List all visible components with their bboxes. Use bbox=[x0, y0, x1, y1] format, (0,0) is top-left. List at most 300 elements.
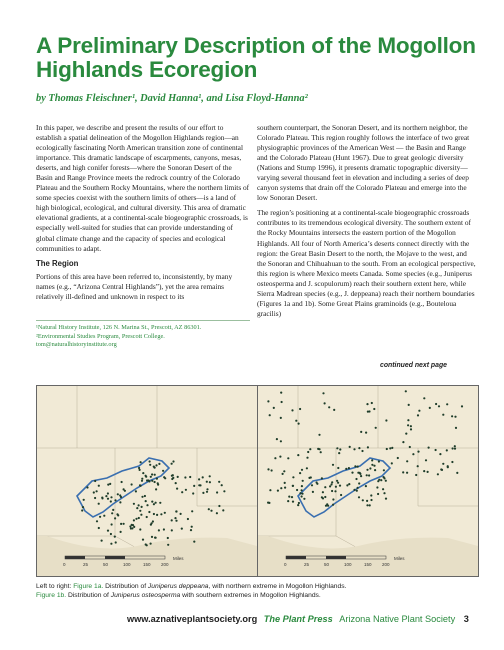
occurrence-point bbox=[418, 410, 420, 412]
occurrence-point bbox=[423, 397, 425, 399]
left-column bbox=[36, 123, 250, 307]
occurrence-point bbox=[339, 448, 341, 450]
occurrence-point bbox=[287, 500, 289, 502]
occurrence-point bbox=[306, 467, 308, 469]
occurrence-point bbox=[273, 407, 275, 409]
occurrence-point bbox=[218, 505, 220, 507]
occurrence-point bbox=[114, 499, 116, 501]
occurrence-point bbox=[301, 485, 303, 487]
occurrence-point bbox=[138, 504, 140, 506]
continued-note: continued next page bbox=[380, 362, 447, 369]
occurrence-point bbox=[206, 488, 208, 490]
occurrence-point bbox=[446, 403, 448, 405]
occurrence-point bbox=[149, 460, 151, 462]
occurrence-point bbox=[277, 490, 279, 492]
species-name: Juniperus deppeana bbox=[147, 583, 209, 590]
occurrence-point bbox=[172, 474, 174, 476]
occurrence-point bbox=[208, 508, 210, 510]
occurrence-point bbox=[142, 539, 144, 541]
footnote: ¹Natural History Institute, 126 N. Marina St., Prescott, AZ 86301. bbox=[36, 324, 202, 331]
occurrence-point bbox=[353, 448, 355, 450]
occurrence-point bbox=[383, 469, 385, 471]
occurrence-point bbox=[371, 459, 373, 461]
page-number: 3 bbox=[463, 614, 469, 624]
occurrence-point bbox=[366, 500, 368, 502]
occurrence-point bbox=[167, 544, 169, 546]
occurrence-point bbox=[159, 502, 161, 504]
occurrence-point bbox=[358, 447, 360, 449]
occurrence-point bbox=[337, 482, 339, 484]
occurrence-point bbox=[164, 477, 166, 479]
region-paragraph: Portions of this area have been referred to, inconsistently, by many names (e.g., “Arizona Central Highlands”), yet the area remains relatively ill-defined and unknown in respect to its bbox=[36, 271, 233, 301]
footer-society-name: Arizona Native Plant Society bbox=[339, 614, 456, 624]
occurrence-point bbox=[366, 403, 368, 405]
occurrence-point bbox=[283, 470, 285, 472]
occurrence-point bbox=[301, 489, 303, 491]
occurrence-point bbox=[371, 402, 373, 404]
occurrence-point bbox=[110, 496, 112, 498]
occurrence-point bbox=[437, 473, 439, 475]
occurrence-point bbox=[301, 469, 303, 471]
occurrence-point bbox=[98, 527, 100, 529]
occurrence-point bbox=[454, 448, 456, 450]
occurrence-point bbox=[282, 473, 284, 475]
occurrence-point bbox=[320, 451, 322, 453]
occurrence-point bbox=[138, 517, 140, 519]
occurrence-point bbox=[428, 447, 430, 449]
occurrence-point bbox=[139, 510, 141, 512]
occurrence-point bbox=[103, 515, 105, 517]
occurrence-point bbox=[141, 506, 143, 508]
occurrence-point bbox=[135, 490, 137, 492]
occurrence-point bbox=[107, 492, 109, 494]
occurrence-point bbox=[365, 485, 367, 487]
occurrence-point bbox=[101, 540, 103, 542]
caption-text: , with northern extreme in Mogollon Highlands. bbox=[208, 583, 347, 590]
occurrence-point bbox=[98, 485, 100, 487]
occurrence-point bbox=[199, 484, 201, 486]
occurrence-point bbox=[114, 517, 116, 519]
occurrence-point bbox=[123, 523, 125, 525]
occurrence-point bbox=[223, 490, 225, 492]
occurrence-point bbox=[442, 463, 444, 465]
occurrence-point bbox=[373, 465, 375, 467]
occurrence-point bbox=[378, 460, 380, 462]
occurrence-point bbox=[407, 419, 409, 421]
occurrence-point bbox=[144, 495, 146, 497]
occurrence-point bbox=[148, 511, 150, 513]
occurrence-point bbox=[296, 489, 298, 491]
scale-tick: 50 bbox=[103, 562, 109, 567]
occurrence-point bbox=[332, 498, 334, 500]
juniperus-osteosperma-points bbox=[267, 390, 463, 507]
occurrence-point bbox=[133, 503, 135, 505]
occurrence-point bbox=[110, 533, 112, 535]
occurrence-point bbox=[153, 466, 155, 468]
occurrence-point bbox=[452, 447, 454, 449]
occurrence-point bbox=[369, 504, 371, 506]
occurrence-point bbox=[298, 423, 300, 425]
occurrence-point bbox=[267, 468, 269, 470]
occurrence-point bbox=[193, 541, 195, 543]
mogollon-highlands-outline bbox=[298, 458, 390, 517]
occurrence-point bbox=[356, 490, 358, 492]
occurrence-point bbox=[107, 498, 109, 500]
occurrence-point bbox=[310, 476, 312, 478]
occurrence-point bbox=[455, 427, 457, 429]
occurrence-point bbox=[324, 486, 326, 488]
occurrence-point bbox=[360, 431, 362, 433]
occurrence-point bbox=[123, 488, 125, 490]
occurrence-point bbox=[402, 471, 404, 473]
caption-text: Distribution of bbox=[67, 592, 109, 599]
occurrence-point bbox=[131, 524, 133, 526]
occurrence-point bbox=[180, 513, 182, 515]
occurrence-point bbox=[167, 537, 169, 539]
occurrence-point bbox=[115, 541, 117, 543]
footer-url-link[interactable]: www.aznativeplantsociety.org bbox=[127, 614, 258, 624]
occurrence-point bbox=[427, 471, 429, 473]
occurrence-point bbox=[441, 469, 443, 471]
footnote-email[interactable]: tom@naturalhistoryinstitute.org bbox=[36, 341, 117, 349]
occurrence-point bbox=[423, 470, 425, 472]
occurrence-point bbox=[333, 409, 335, 411]
occurrence-point bbox=[321, 477, 323, 479]
occurrence-point bbox=[385, 498, 387, 500]
occurrence-point bbox=[429, 407, 431, 409]
occurrence-point bbox=[337, 467, 339, 469]
occurrence-point bbox=[193, 485, 195, 487]
footnote: ²Environmental Studies Program, Prescott College. bbox=[36, 332, 165, 340]
occurrence-point bbox=[451, 415, 453, 417]
figure-1a-label: Figure 1a. bbox=[73, 583, 104, 590]
occurrence-point bbox=[209, 475, 211, 477]
occurrence-point bbox=[332, 504, 334, 506]
occurrence-point bbox=[139, 484, 141, 486]
occurrence-point bbox=[145, 500, 147, 502]
occurrence-point bbox=[407, 424, 409, 426]
scale-tick: 25 bbox=[83, 562, 89, 567]
occurrence-point bbox=[456, 472, 458, 474]
occurrence-point bbox=[454, 445, 456, 447]
scale-tick: 200 bbox=[161, 562, 169, 567]
occurrence-point bbox=[367, 411, 369, 413]
occurrence-point bbox=[417, 414, 419, 416]
occurrence-point bbox=[184, 476, 186, 478]
caption-text: Distribution of bbox=[105, 583, 147, 590]
occurrence-point bbox=[292, 501, 294, 503]
occurrence-point bbox=[408, 404, 410, 406]
occurrence-point bbox=[175, 482, 177, 484]
occurrence-point bbox=[374, 469, 376, 471]
occurrence-point bbox=[334, 490, 336, 492]
occurrence-point bbox=[389, 447, 391, 449]
occurrence-point bbox=[269, 414, 271, 416]
caption-lead: Left to right: bbox=[36, 583, 72, 590]
occurrence-point bbox=[221, 484, 223, 486]
scale-tick: 200 bbox=[382, 562, 390, 567]
occurrence-point bbox=[301, 495, 303, 497]
occurrence-point bbox=[155, 502, 157, 504]
occurrence-point bbox=[191, 510, 193, 512]
occurrence-point bbox=[202, 492, 204, 494]
occurrence-point bbox=[117, 493, 119, 495]
occurrence-point bbox=[298, 502, 300, 504]
occurrence-point bbox=[291, 409, 293, 411]
occurrence-point bbox=[405, 390, 407, 392]
occurrence-point bbox=[336, 447, 338, 449]
occurrence-point bbox=[351, 472, 353, 474]
occurrence-point bbox=[177, 476, 179, 478]
occurrence-point bbox=[110, 543, 112, 545]
occurrence-point bbox=[198, 478, 200, 480]
occurrence-point bbox=[287, 457, 289, 459]
occurrence-point bbox=[280, 487, 282, 489]
occurrence-point bbox=[335, 486, 337, 488]
occurrence-point bbox=[120, 523, 122, 525]
occurrence-point bbox=[355, 478, 357, 480]
figure-1b-label: Figure 1b. bbox=[36, 592, 67, 599]
occurrence-point bbox=[425, 459, 427, 461]
occurrence-point bbox=[295, 420, 297, 422]
occurrence-point bbox=[366, 504, 368, 506]
occurrence-point bbox=[172, 460, 174, 462]
occurrence-point bbox=[117, 514, 119, 516]
occurrence-point bbox=[99, 516, 101, 518]
occurrence-point bbox=[279, 456, 281, 458]
occurrence-point bbox=[141, 478, 143, 480]
occurrence-point bbox=[171, 463, 173, 465]
occurrence-point bbox=[292, 476, 294, 478]
occurrence-point bbox=[324, 496, 326, 498]
occurrence-point bbox=[339, 485, 341, 487]
occurrence-point bbox=[111, 512, 113, 514]
occurrence-point bbox=[192, 492, 194, 494]
occurrence-point bbox=[190, 529, 192, 531]
occurrence-point bbox=[406, 472, 408, 474]
occurrence-point bbox=[191, 526, 193, 528]
occurrence-point bbox=[101, 497, 103, 499]
occurrence-point bbox=[158, 529, 160, 531]
occurrence-point bbox=[299, 472, 301, 474]
occurrence-point bbox=[358, 496, 360, 498]
map-1a-svg bbox=[37, 386, 257, 576]
occurrence-point bbox=[171, 519, 173, 521]
occurrence-point bbox=[309, 448, 311, 450]
occurrence-point bbox=[138, 467, 140, 469]
occurrence-point bbox=[368, 474, 370, 476]
occurrence-point bbox=[109, 483, 111, 485]
occurrence-point bbox=[110, 500, 112, 502]
occurrence-point bbox=[111, 523, 113, 525]
occurrence-point bbox=[382, 488, 384, 490]
occurrence-point bbox=[322, 392, 324, 394]
occurrence-point bbox=[391, 447, 393, 449]
occurrence-point bbox=[156, 514, 158, 516]
occurrence-point bbox=[376, 486, 378, 488]
occurrence-point bbox=[157, 482, 159, 484]
occurrence-point bbox=[93, 491, 95, 493]
occurrence-point bbox=[153, 513, 155, 515]
occurrence-point bbox=[151, 480, 153, 482]
occurrence-point bbox=[324, 402, 326, 404]
occurrence-point bbox=[276, 438, 278, 440]
occurrence-point bbox=[175, 520, 177, 522]
occurrence-point bbox=[371, 464, 373, 466]
occurrence-point bbox=[114, 536, 116, 538]
occurrence-point bbox=[366, 469, 368, 471]
occurrence-point bbox=[269, 489, 271, 491]
occurrence-point bbox=[96, 490, 98, 492]
occurrence-point bbox=[366, 474, 368, 476]
occurrence-point bbox=[154, 474, 156, 476]
occurrence-point bbox=[338, 452, 340, 454]
occurrence-point bbox=[303, 498, 305, 500]
occurrence-point bbox=[82, 506, 84, 508]
occurrence-point bbox=[142, 472, 144, 474]
occurrence-point bbox=[340, 494, 342, 496]
occurrence-point bbox=[121, 481, 123, 483]
occurrence-point bbox=[130, 527, 132, 529]
occurrence-point bbox=[162, 470, 164, 472]
occurrence-point bbox=[81, 509, 83, 511]
species-name: Juniperus osteosperma bbox=[110, 592, 181, 599]
occurrence-point bbox=[98, 503, 100, 505]
occurrence-point bbox=[299, 408, 301, 410]
occurrence-point bbox=[330, 483, 332, 485]
occurrence-point bbox=[156, 478, 158, 480]
caption-text: with southern extremes in Mogollon Highlands. bbox=[182, 592, 321, 599]
occurrence-point bbox=[412, 453, 414, 455]
occurrence-point bbox=[131, 483, 133, 485]
occurrence-point bbox=[150, 543, 152, 545]
occurrence-point bbox=[145, 475, 147, 477]
scale-tick: 150 bbox=[364, 562, 372, 567]
occurrence-point bbox=[370, 494, 372, 496]
map-figure-1b bbox=[257, 385, 479, 577]
occurrence-point bbox=[176, 488, 178, 490]
occurrence-point bbox=[435, 449, 437, 451]
occurrence-point bbox=[151, 536, 153, 538]
occurrence-point bbox=[189, 476, 191, 478]
occurrence-point bbox=[410, 425, 412, 427]
occurrence-point bbox=[148, 480, 150, 482]
occurrence-point bbox=[216, 491, 218, 493]
occurrence-point bbox=[280, 392, 282, 394]
occurrence-point bbox=[153, 503, 155, 505]
occurrence-point bbox=[267, 400, 269, 402]
right-column bbox=[257, 123, 477, 324]
occurrence-point bbox=[365, 432, 367, 434]
occurrence-point bbox=[152, 520, 154, 522]
occurrence-point bbox=[209, 481, 211, 483]
occurrence-point bbox=[346, 484, 348, 486]
occurrence-point bbox=[141, 480, 143, 482]
occurrence-point bbox=[119, 501, 121, 503]
occurrence-point bbox=[150, 476, 152, 478]
scale-unit: Miles bbox=[394, 556, 405, 561]
scale-tick: 150 bbox=[143, 562, 151, 567]
occurrence-point bbox=[139, 528, 141, 530]
occurrence-point bbox=[154, 481, 156, 483]
occurrence-point bbox=[218, 481, 220, 483]
occurrence-point bbox=[171, 529, 173, 531]
occurrence-point bbox=[151, 501, 153, 503]
occurrence-point bbox=[409, 446, 411, 448]
occurrence-point bbox=[332, 464, 334, 466]
scale-tick: 0 bbox=[284, 562, 287, 567]
occurrence-point bbox=[370, 499, 372, 501]
occurrence-point bbox=[377, 493, 379, 495]
occurrence-point bbox=[321, 496, 323, 498]
author-footnotes bbox=[36, 320, 250, 350]
occurrence-point bbox=[150, 524, 152, 526]
scale-tick: 50 bbox=[324, 562, 330, 567]
scale-tick: 25 bbox=[304, 562, 310, 567]
occurrence-point bbox=[446, 449, 448, 451]
occurrence-point bbox=[328, 406, 330, 408]
occurrence-point bbox=[96, 520, 98, 522]
occurrence-point bbox=[185, 489, 187, 491]
footer-magazine-name: The Plant Press bbox=[263, 614, 333, 624]
occurrence-point bbox=[357, 487, 359, 489]
occurrence-point bbox=[331, 490, 333, 492]
occurrence-point bbox=[362, 499, 364, 501]
figure-caption bbox=[36, 582, 476, 600]
occurrence-point bbox=[318, 434, 320, 436]
occurrence-point bbox=[406, 460, 408, 462]
occurrence-point bbox=[349, 446, 351, 448]
occurrence-point bbox=[281, 401, 283, 403]
occurrence-point bbox=[385, 480, 387, 482]
occurrence-point bbox=[133, 519, 135, 521]
occurrence-point bbox=[311, 484, 313, 486]
occurrence-point bbox=[312, 491, 314, 493]
occurrence-point bbox=[329, 485, 331, 487]
occurrence-point bbox=[439, 453, 441, 455]
occurrence-point bbox=[171, 478, 173, 480]
map-figure-1a bbox=[36, 385, 258, 577]
occurrence-point bbox=[267, 502, 269, 504]
occurrence-point bbox=[461, 405, 463, 407]
occurrence-point bbox=[378, 479, 380, 481]
occurrence-point bbox=[348, 483, 350, 485]
occurrence-point bbox=[151, 473, 153, 475]
occurrence-point bbox=[373, 408, 375, 410]
occurrence-point bbox=[174, 517, 176, 519]
occurrence-point bbox=[299, 492, 301, 494]
occurrence-point bbox=[358, 482, 360, 484]
occurrence-point bbox=[417, 465, 419, 467]
occurrence-point bbox=[181, 528, 183, 530]
occurrence-point bbox=[360, 475, 362, 477]
intro-paragraph: In this paper, we describe and present the results of our effort to establish a spatial delineation of the Mogollon Highlands region—an ecologically fascinating North American transition zone of continental importance. This dramatic landscape of escarpments, canyons, mesas, deserts, and high conifer forests—where the Sonoran Desert of the Basin and Range Province meets the redrock country of the Colorado Plateau and the Southern Rocky Mountains, where the northern limits of some species coexist with the southern limits of others—is a land of high biological, ecological, and cultural diversity. This area of dramatic elevational gradients, at a continental-scale biogeographic crossroads, is especially well-suited for studies that can provide understanding of global climate change and the capacity of species and ecological communities to adapt. bbox=[36, 123, 250, 253]
occurrence-point bbox=[160, 513, 162, 515]
juniperus-deppeana-points bbox=[81, 460, 225, 546]
occurrence-point bbox=[405, 433, 407, 435]
occurrence-point bbox=[380, 479, 382, 481]
occurrence-point bbox=[288, 496, 290, 498]
occurrence-point bbox=[354, 465, 356, 467]
occurrence-point bbox=[206, 491, 208, 493]
occurrence-point bbox=[280, 417, 282, 419]
occurrence-point bbox=[146, 516, 148, 518]
occurrence-point bbox=[306, 457, 308, 459]
section-heading: The Region bbox=[36, 258, 79, 268]
occurrence-point bbox=[357, 466, 359, 468]
occurrence-point bbox=[336, 480, 338, 482]
body-paragraph: southern counterpart, the Sonoran Desert, and its northern neighbor, the Colorado Plateau. This region roughly follows the interface of two great physiographic provinces of the American West — the Basin and Range and the Colorado Plateau (Hunt 1967). Due to great geologic diversity (Nations and Stump 1996), it presents dramatic topographic diversity—varying several thousand feet in elevation and including a series of deep canyon systems that drain off the Colorado Plateau and emerge into the low Sonoran Desert. bbox=[257, 123, 470, 203]
